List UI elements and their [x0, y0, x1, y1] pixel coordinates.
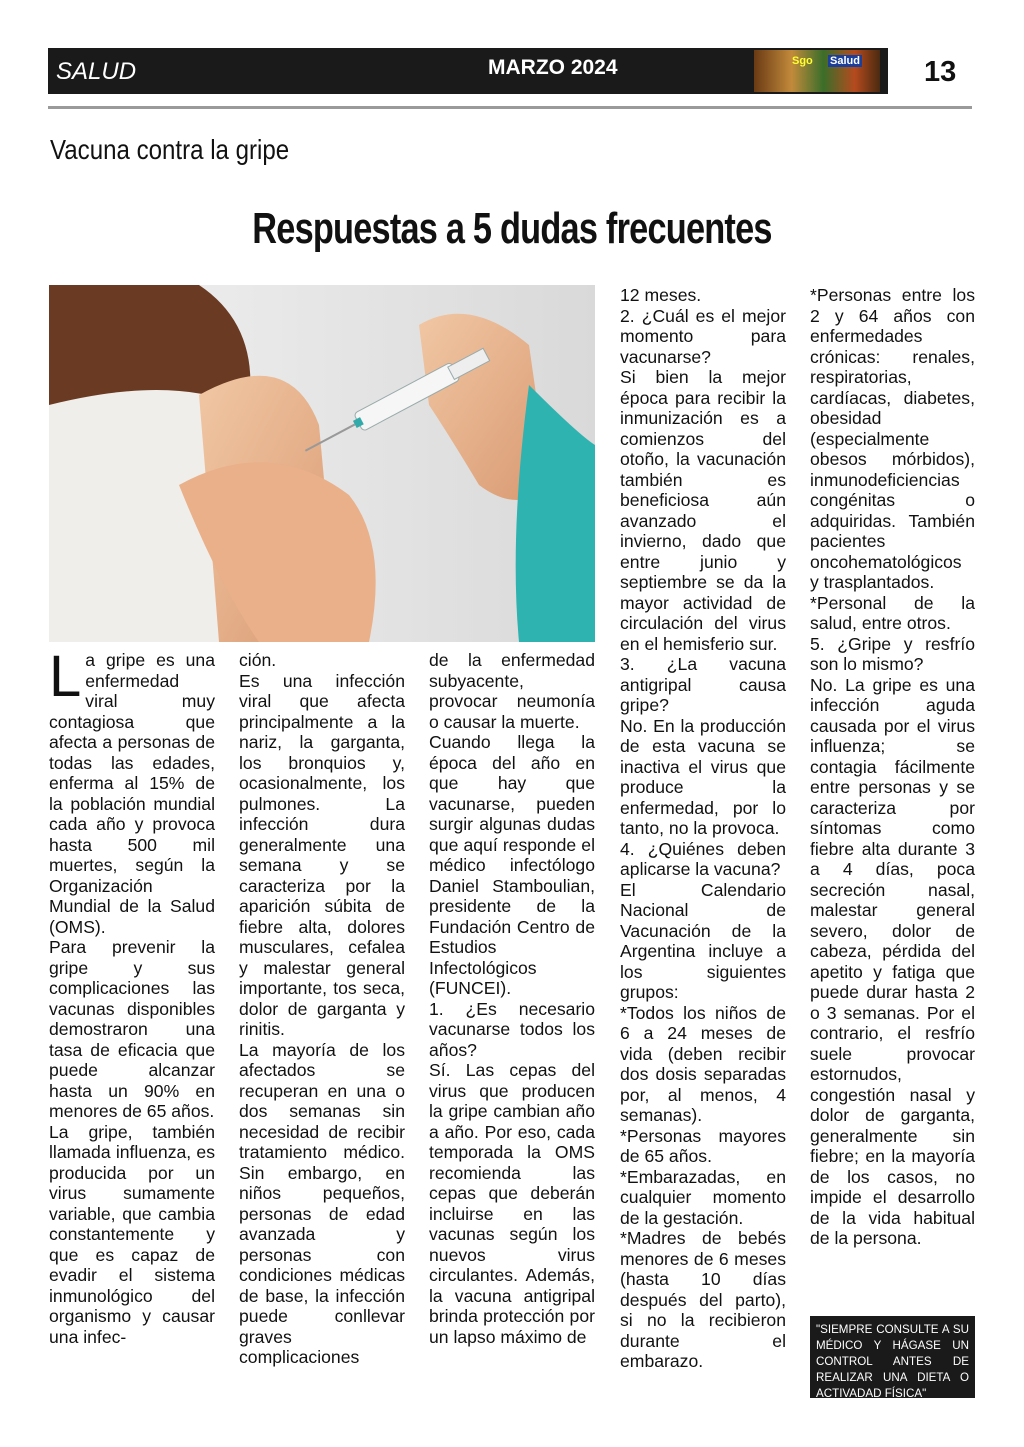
- paragraph: 12 meses.: [620, 285, 702, 305]
- article-column-5: [810, 285, 975, 1249]
- paragraph: El Calendario Nacional de Vacunación de la Argentina incluye a los siguientes grupos:: [620, 879, 786, 1002]
- paragraph: de la enfermedad subyacente, provocar neumonía o causar la muerte.: [429, 650, 595, 732]
- logo-text: Sgo: [792, 55, 813, 67]
- article-column-1: [49, 644, 215, 1347]
- paragraph: Cuando llega la época del año en que hay que vacunarse, pueden surgir algunas dudas que aquí responde el médico infectólogo Daniel Stamboulian, presidente de la Fundación Centro de Estudios Infectológicos (FUNCEI).: [429, 732, 595, 998]
- headline-text: Respuestas a 5 dudas frecuentes: [252, 204, 772, 253]
- question: 5. ¿Gripe y resfrío son lo mismo?: [810, 633, 975, 674]
- paragraph: Es una infección viral que afecta principalmente a la nariz, la garganta, los bronquios y, ocasionalmente, los pulmones. La infección dura generalmente una semana y se caracteriza por la aparición súbita de fiebre alta, dolores musculares, cefalea y malestar general importante, tos seca, dolor de garganta y rinitis.: [239, 670, 405, 1039]
- article-headline: [0, 204, 1024, 254]
- article-column-4: [620, 285, 786, 1372]
- article-kicker: Vacuna contra la gripe: [50, 134, 290, 165]
- question: 1. ¿Es necesario vacunarse todos los años?: [429, 998, 595, 1060]
- paragraph: Para prevenir la gripe y sus complicaciones las vacunas disponibles demostraron una tasa de eficacia que puede alcanzar hasta un 90% en menores de 65 años.: [49, 937, 215, 1121]
- paragraph: Sí. Las cepas del virus que producen la gripe cambian año a año. Por eso, cada temporada la OMS recomienda las cepas que deberán incluirse en las vacunas según los nuevos virus circulantes. Además, la vacuna antigripal brinda protección por un lapso máximo de: [429, 1060, 595, 1347]
- vaccination-photo: [49, 285, 595, 642]
- page-number-box: [888, 48, 972, 94]
- list-item: *Madres de bebés menores de 6 meses (hasta 10 días después del parto), si no la recibieron durante el embarazo.: [620, 1228, 786, 1371]
- paragraph-text: a gripe es una enfermedad viral muy contagiosa que afecta a personas de todas las edades, enferma al 15% de la población mundial cada año y provoca hasta 500 mil muertes, según la Organización Mundial de la Salud (OMS).: [49, 650, 215, 937]
- header-rule: [48, 106, 972, 109]
- page-header: [48, 48, 972, 94]
- question: 3. ¿La vacuna antigripal causa gripe?: [620, 654, 786, 715]
- paragraph: No. En la producción de esta vacuna se inactiva el virus que produce la enfermedad, por lo tanto, no la provoca.: [620, 715, 786, 838]
- list-item: *Embarazadas, en cualquier momento de la gestación.: [620, 1166, 786, 1228]
- question: 2. ¿Cuál es el mejor momento para vacunarse?: [620, 305, 786, 367]
- paragraph: No. La gripe es una infección aguda causada por el virus influenza; se contagia fácilmente entre personas y se caracteriza por síntomas como fiebre alta durante 3 a 4 días, poca secreción nasal, malestar general severo, dolor de cabeza, pérdida del apetito y fatiga que puede durar hasta 2 o 3 semanas. Por el contrario, el resfrío suele provocar estornudos, congestión nasal y dolor de garganta, generalmente sin fiebre; en la mayoría de los casos, no impide el desarrollo de la vida habitual de la persona.: [810, 674, 975, 1248]
- list-item: *Personal de la salud, entre otros.: [810, 592, 975, 633]
- drop-cap: L: [49, 644, 82, 709]
- list-item: *Personas entre los 2 y 64 años con enfermedades crónicas: renales, respiratorias, cardíacas, diabetes, obesidad (especialmente obesos mórbidos), inmunodeficiencias congénitas o adquiridas. También pacientes oncohematológicos y trasplantados.: [810, 285, 975, 592]
- vaccination-illustration: [49, 285, 595, 642]
- list-item: *Personas mayores de 65 años.: [620, 1125, 786, 1166]
- publication-logo: [754, 50, 880, 92]
- list-item: *Todos los niños de 6 a 24 meses de vida (deben recibir dos dosis separadas por, al menos, 4 semanas).: [620, 1002, 786, 1125]
- question: 4. ¿Quiénes deben aplicarse la vacuna?: [620, 838, 786, 879]
- logo-text: Salud: [830, 55, 860, 67]
- advisory-note: "SIEMPRE CONSULTE A SU MÉDICO Y HÁGASE UN CONTROL ANTES DE REALIZAR UNA DIETA O ACTIVADAD FÍSICA": [810, 1316, 975, 1398]
- section-label: SALUD: [56, 58, 137, 85]
- paragraph: ción.: [239, 650, 277, 670]
- paragraph: La mayoría de los afectados se recuperan en una o dos semanas sin necesidad de recibir tratamiento médico. Sin embargo, en niños pequeños, personas de edad avanzada y personas con condiciones médicas de base, la infección puede conllevar graves complicaciones: [239, 1039, 405, 1367]
- article-column-2: [239, 650, 405, 1368]
- page-number: 13: [924, 56, 957, 88]
- issue-date: MARZO 2024: [488, 56, 618, 79]
- paragraph: [49, 644, 215, 937]
- paragraph: La gripe, también llamada influenza, es producida por un virus sumamente variable, que cambia constantemente y que es capaz de evadir el sistema inmunológico del organismo y causar una infec-: [49, 1121, 215, 1347]
- article-column-3: [429, 650, 595, 1347]
- paragraph: Si bien la mejor época para recibir la inmunización es a comienzos del otoño, la vacunación también es beneficiosa aún avanzado el invierno, dado que entre junio y septiembre se da la mayor actividad de circulación del virus en el hemisferio sur.: [620, 367, 786, 654]
